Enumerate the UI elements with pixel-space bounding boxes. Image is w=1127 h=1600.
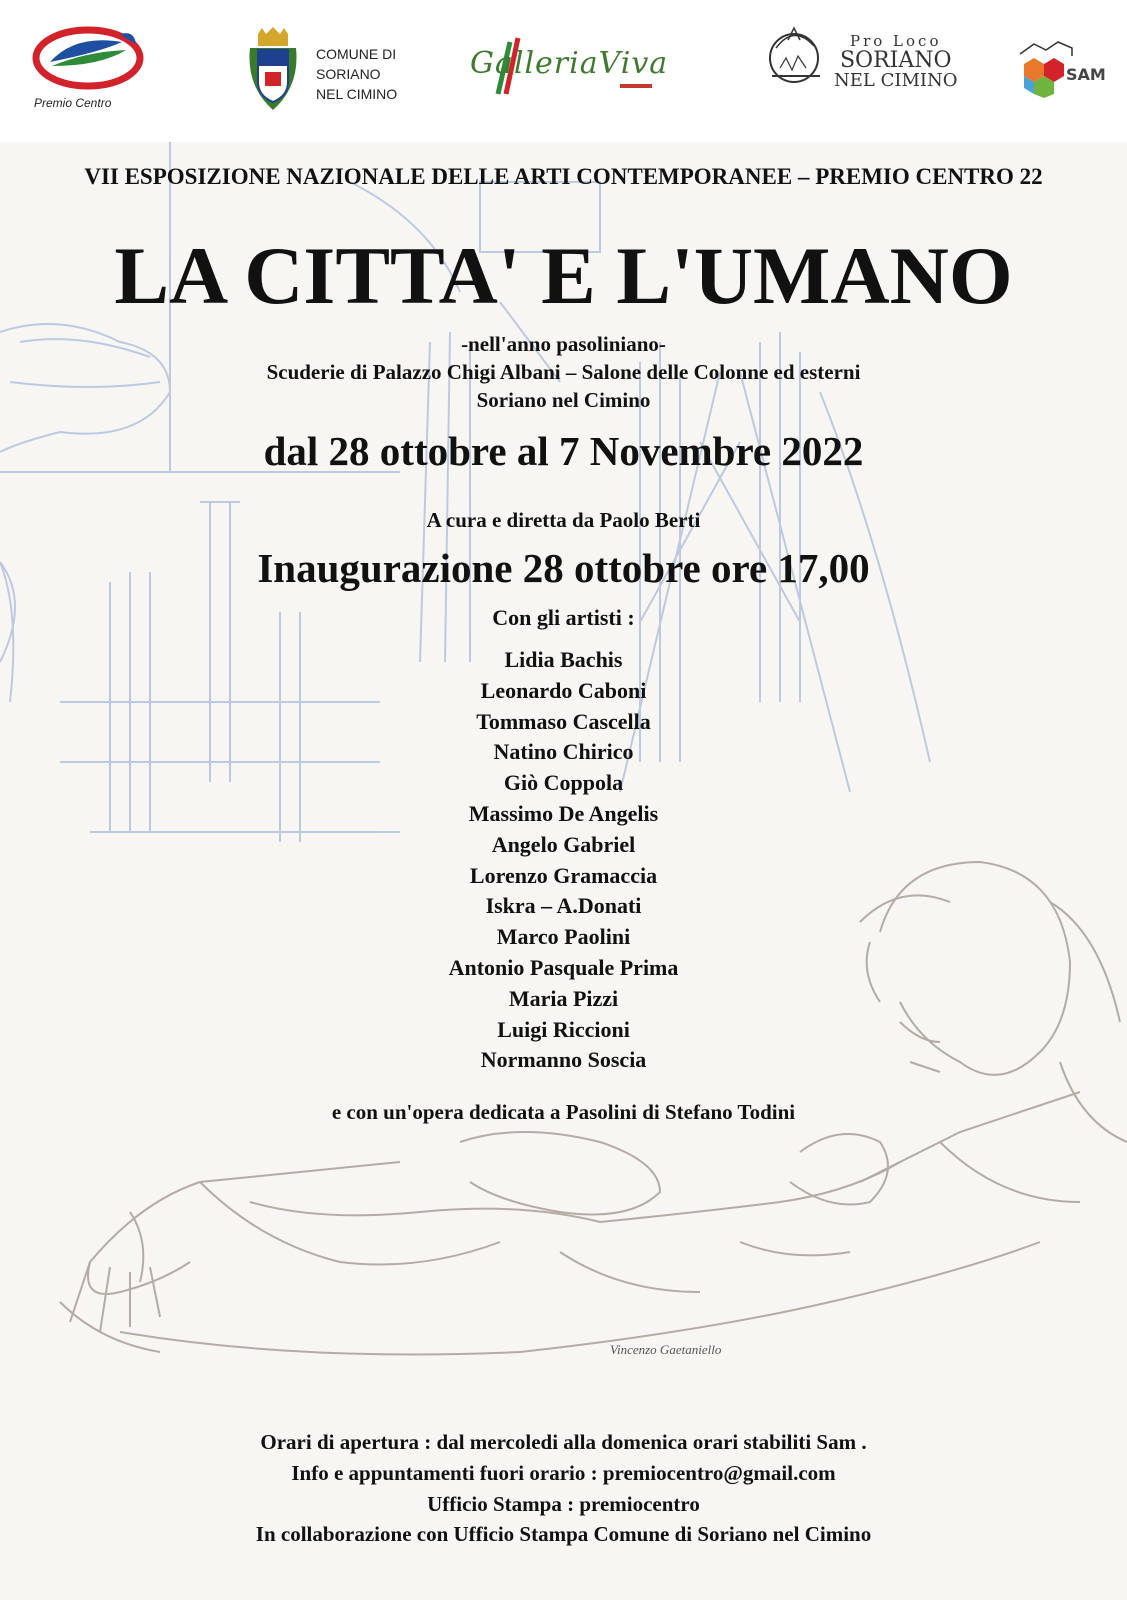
artists-heading: Con gli artisti : — [492, 605, 635, 630]
coat-of-arms-icon — [240, 26, 306, 114]
comune-line2: SORIANO — [316, 66, 381, 82]
galleria-viva-label: GalleriaViva — [470, 46, 669, 81]
sketch-signature: Vincenzo Gaetaniello — [610, 1342, 722, 1357]
artist-name: Lorenzo Gramaccia — [469, 863, 658, 888]
premio-centro-emblem-icon — [30, 22, 150, 96]
contact-info: Info e appuntamenti fuori orario : premiocentro@gmail.com — [291, 1461, 836, 1485]
artist-name: Iskra – A.Donati — [485, 893, 642, 918]
exhibition-poster — [0, 142, 1127, 1600]
premio-centro-logo — [30, 22, 150, 114]
exhibition-tagline: -nell'anno pasoliniano- — [461, 332, 666, 356]
opening-event: Inaugurazione 28 ottobre ore 17,00 — [257, 545, 870, 591]
sam-logo — [1018, 40, 1106, 100]
exhibition-town: Soriano nel Cimino — [476, 388, 651, 412]
galleria-viva-logo — [470, 36, 690, 100]
proloco-line2: SORIANO — [839, 48, 952, 73]
proloco-name — [834, 32, 958, 90]
exhibition-dates: dal 28 ottobre al 7 Novembre 2022 — [263, 428, 864, 474]
artist-name: Leonardo Caboni — [480, 678, 647, 703]
comune-line1: COMUNE DI — [316, 46, 397, 62]
logo-bar — [0, 0, 1127, 142]
comune-soriano-logo — [240, 26, 410, 118]
collaboration-note: In collaborazione con Ufficio Stampa Comune di Soriano nel Cimino — [255, 1522, 872, 1546]
comune-line3: NEL CIMINO — [316, 86, 398, 102]
dedication-note: e con un'opera dedicata a Pasolini di Stefano Todini — [331, 1100, 796, 1124]
artist-name: Normanno Soscia — [480, 1047, 647, 1072]
artist-name: Massimo De Angelis — [468, 801, 659, 826]
exhibition-supertitle: VII ESPOSIZIONE NAZIONALE DELLE ARTI CONTEMPORANEE – PREMIO CENTRO 22 — [84, 164, 1043, 189]
proloco-line1: Pro Loco — [850, 32, 942, 50]
artist-name: Natino Chirico — [493, 739, 634, 764]
artist-name: Luigi Riccioni — [497, 1017, 630, 1042]
exhibition-curator: A cura e diretta da Paolo Berti — [426, 508, 701, 532]
exhibition-venue: Scuderie di Palazzo Chigi Albani – Salone delle Colonne ed esterni — [266, 360, 861, 384]
comune-name — [316, 44, 397, 104]
sam-label: SAM — [1066, 65, 1106, 84]
proloco-line3: NEL CIMINO — [834, 70, 958, 91]
artist-name: Tommaso Cascella — [476, 709, 651, 734]
press-office: Ufficio Stampa : premiocentro — [427, 1492, 700, 1516]
exhibition-title: LA CITTA' E L'UMANO — [114, 230, 1013, 321]
artist-name: Maria Pizzi — [508, 986, 619, 1011]
artist-name: Angelo Gabriel — [491, 832, 636, 857]
artist-name: Giò Coppola — [503, 770, 624, 795]
opening-hours: Orari di apertura : dal mercoledi alla domenica orari stabiliti Sam . — [260, 1430, 867, 1454]
artist-name: Lidia Bachis — [504, 647, 623, 672]
artist-name: Antonio Pasquale Prima — [448, 955, 679, 980]
sam-museum-icon — [1018, 40, 1106, 98]
artist-name: Marco Paolini — [496, 924, 631, 949]
proloco-logo — [766, 18, 966, 102]
tree-sketch-icon — [766, 18, 824, 98]
premio-centro-label: Premio Centro — [34, 96, 112, 110]
